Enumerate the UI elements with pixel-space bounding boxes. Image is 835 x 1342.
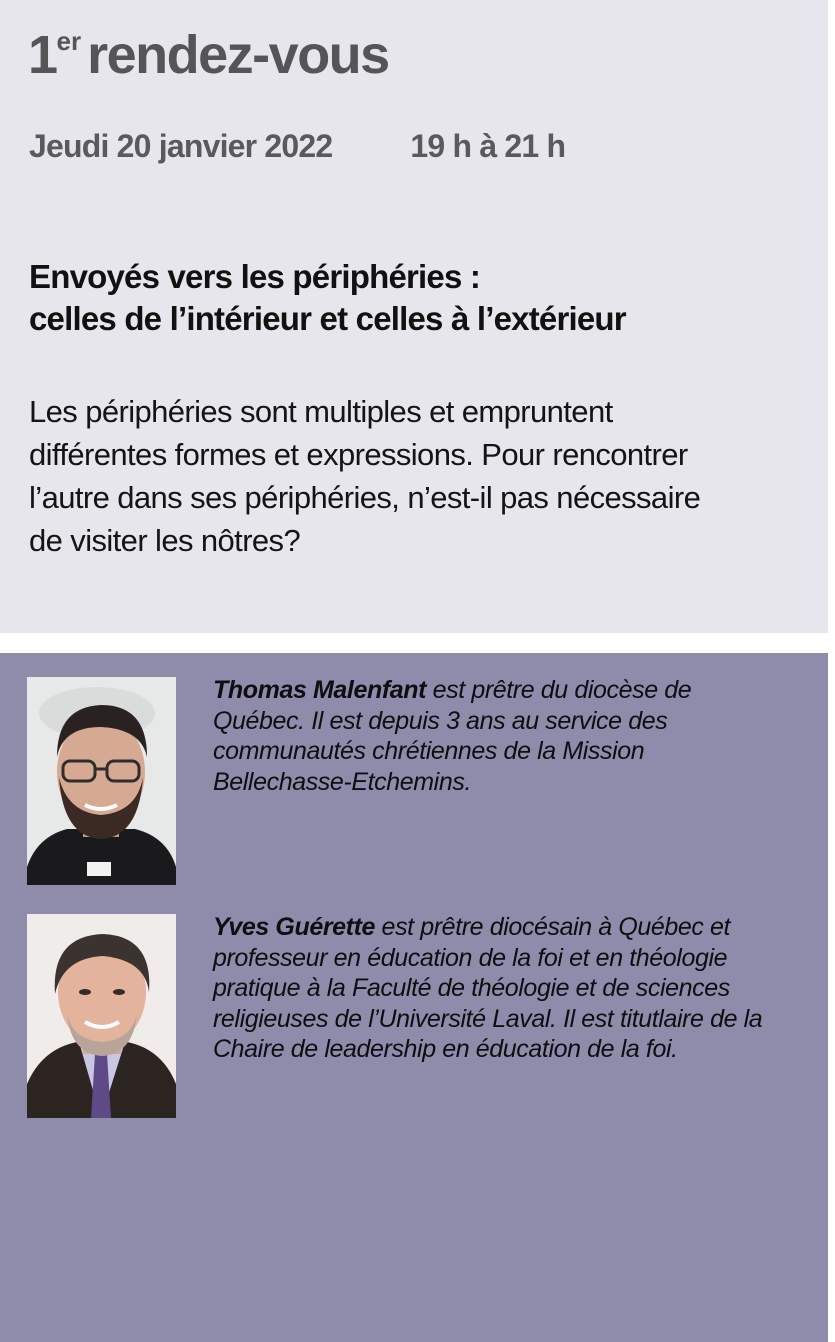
description-line: différentes formes et expressions. Pour rencontrer bbox=[29, 437, 688, 472]
bio-line: Chaire de leadership en éducation de la foi. bbox=[213, 1035, 678, 1063]
bio-line: Bellechasse-Etchemins. bbox=[213, 767, 471, 796]
bio-line: religieuses de l’Université Laval. Il est titutlaire de la bbox=[213, 1004, 763, 1033]
subject-line: celles de l’intérieur et celles à l’extérieur bbox=[29, 300, 626, 337]
bio-line: est prêtre diocésain à Québec et bbox=[375, 913, 731, 941]
description-line: l’autre dans ses périphéries, n’est-il pas nécessaire bbox=[29, 480, 701, 515]
speaker-bio-yves-guerette bbox=[213, 912, 823, 1065]
speaker-bio-thomas-malenfant bbox=[213, 675, 823, 797]
bio-line: Québec. Il est depuis 3 ans au service des bbox=[213, 706, 668, 735]
speaker-photo-yves-guerette bbox=[27, 914, 176, 1118]
bio-line: professeur en éducation de la foi et en théologie bbox=[213, 943, 728, 972]
event-date: Jeudi 20 janvier 2022 bbox=[29, 128, 333, 164]
event-time: 19 h à 21 h bbox=[410, 128, 566, 164]
title-text: rendez-vous bbox=[87, 25, 389, 85]
speaker-name: Thomas Malenfant bbox=[213, 676, 427, 704]
page-title bbox=[28, 26, 389, 85]
description-line: Les périphéries sont multiples et empruntent bbox=[29, 394, 613, 429]
title-number: 1 bbox=[28, 25, 57, 85]
portrait-image bbox=[27, 914, 176, 1118]
title-ordinal-suffix: er bbox=[56, 26, 82, 56]
event-description bbox=[29, 390, 819, 562]
bio-line: est prêtre du diocèse de bbox=[426, 676, 692, 704]
bio-line: pratique à la Faculté de théologie et de sciences bbox=[213, 974, 730, 1002]
speaker-photo-thomas-malenfant bbox=[27, 677, 176, 885]
subject-line: Envoyés vers les périphéries : bbox=[29, 258, 481, 295]
event-header-section bbox=[0, 0, 828, 633]
event-datetime bbox=[29, 128, 565, 165]
bio-line: communautés chrétiennes de la Mission bbox=[213, 737, 645, 765]
description-line: de visiter les nôtres? bbox=[29, 523, 301, 558]
event-subject bbox=[29, 256, 819, 340]
portrait-image bbox=[27, 677, 176, 885]
speaker-name: Yves Guérette bbox=[213, 913, 376, 941]
